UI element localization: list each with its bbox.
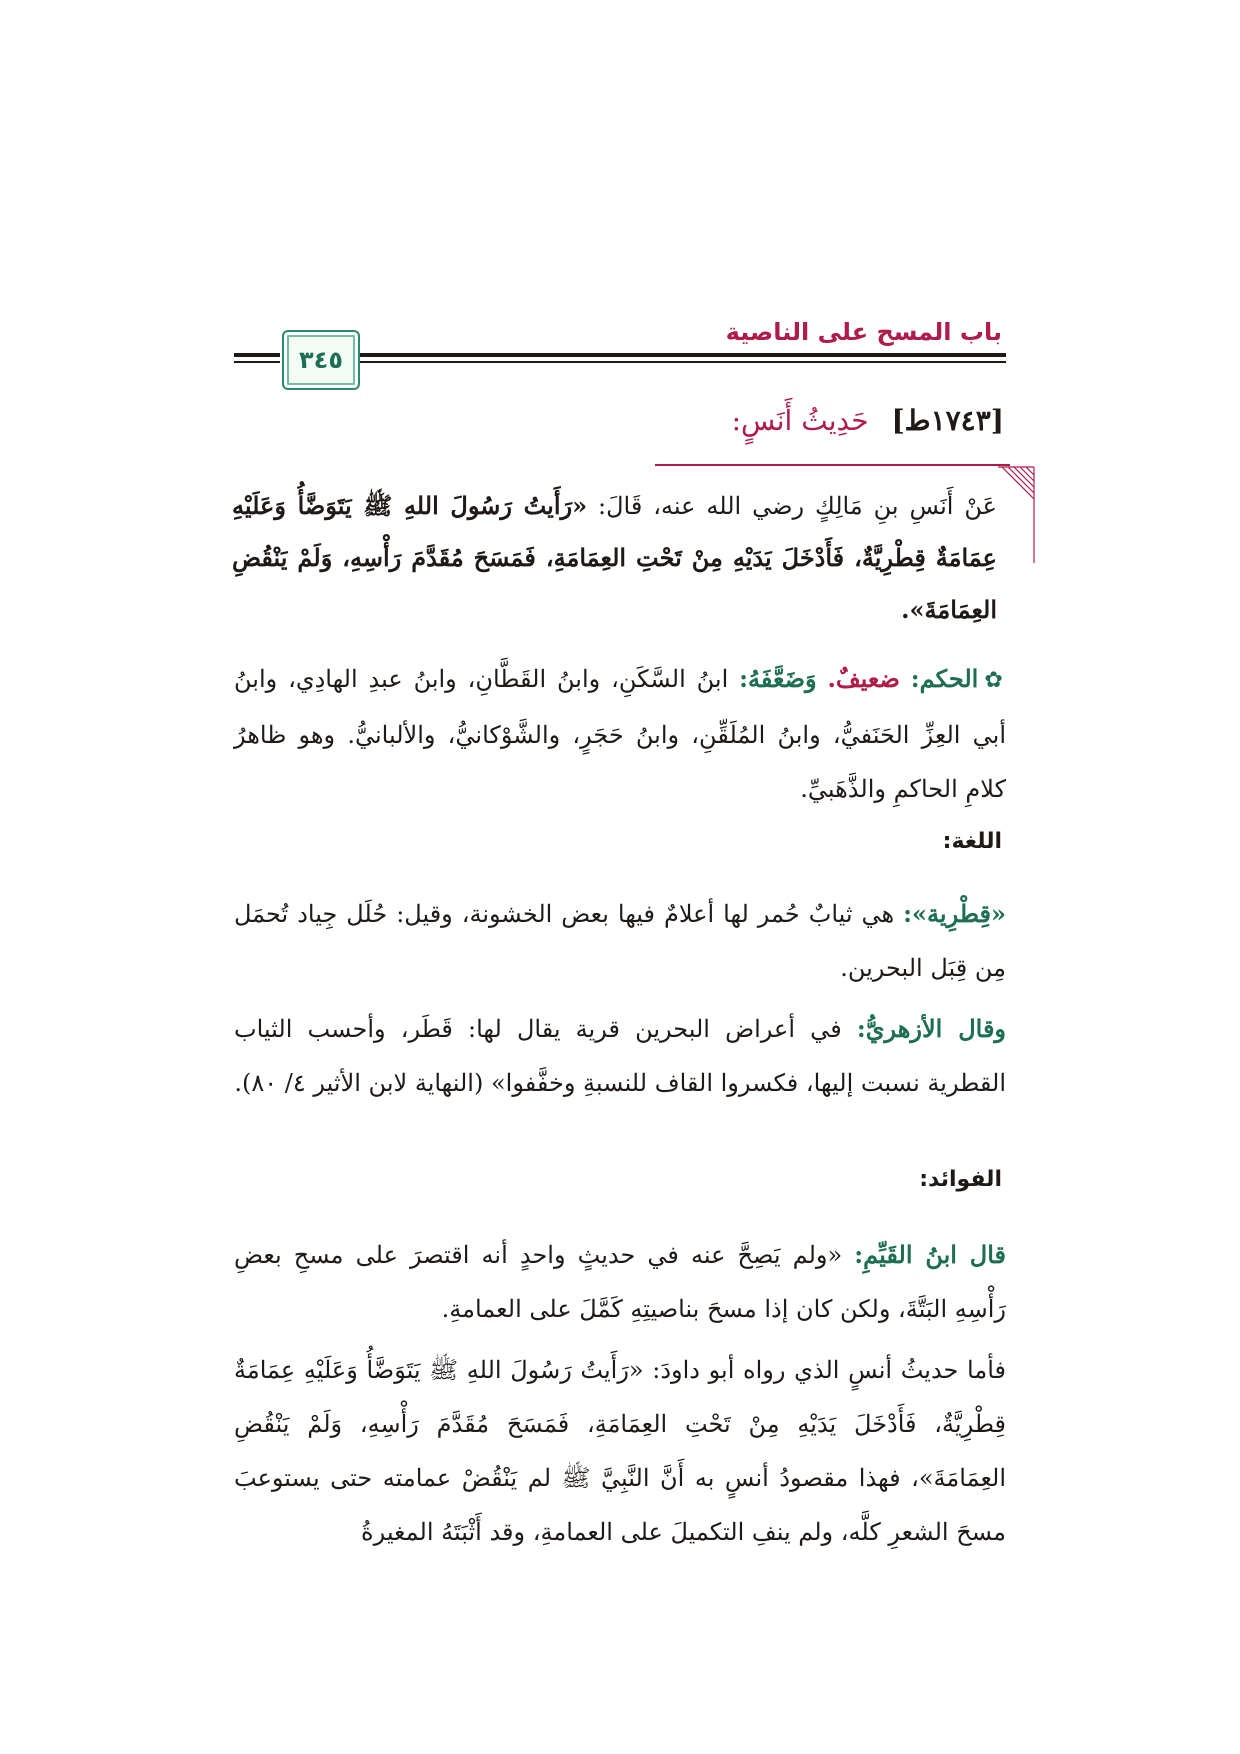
page-number-badge	[282, 330, 360, 390]
ruling-value: ضعيفٌ.	[827, 664, 900, 693]
weakened-label: وَضَعَّفَهُ:	[739, 664, 817, 693]
language-term-text: هي ثيابٌ حُمر لها أعلامٌ فيها بعض الخشونة، وقيل: حُلَل جِياد تُحمَل مِن قِبَل البحرين.	[234, 900, 1006, 982]
hadith-number: [١٧٤٣ط]	[891, 404, 1004, 437]
language-section-title: اللغة:	[942, 829, 1002, 854]
hadith-matn: «رَأَيتُ رَسُولَ اللهِ ﷺ يَتَوَضَّأُ وَعَلَيْهِ عِمَامَةٌ قِطْرِيَّةٌ، فَأَدْخَلَ يَدَيْهِ مِنْ تَحْتِ العِمَامَةِ، فَمَسَحَ مُقَدَّمَ رَأْسِهِ، وَلَمْ يَنْقُضِ العِمَامَةَ».	[232, 491, 997, 624]
hadith-heading	[732, 404, 1004, 437]
ruling-paragraph	[234, 652, 1006, 816]
hadith-intro: عَنْ أَنَسِ بنِ مَالِكٍ رضي الله عنه، قَالَ:	[598, 492, 997, 520]
header-rule-left	[234, 353, 280, 357]
hadith-title: حَدِيثُ أَنَسٍ:	[731, 404, 869, 437]
azhari-label: وقال الأزهريُّ:	[856, 1014, 1007, 1043]
abu-dawud-paragraph: فأما حديثُ أنسٍ الذي رواه أبو داودَ: «رَأَيتُ رَسُولَ اللهِ ﷺ يَتَوَضَّأُ وَعَلَيْهِ عِمَامَةٌ قِطْرِيَّةٌ، فَأَدْخَلَ يَدَيْهِ مِنْ تَحْتِ العِمَامَةِ، فَمَسَحَ مُقَدَّمَ رَأْسِهِ، وَلَمْ يَنْقُضِ العِمَامَةَ»، فهذا مقصودُ أنسٍ به أَنَّ النَّبِيَّ ﷺ لم يَنْقُضْ عمامته حتى يستوعبَ مسحَ الشعرِ كلَّه، ولم ينفِ التكميلَ على العمامةِ، وقد أَثْبَتَهُ المغيرةُ	[234, 1356, 1006, 1546]
heading-underline	[655, 464, 1010, 466]
header-rule-right-thin	[356, 361, 1006, 363]
ruling-label: الحكم:	[910, 664, 979, 693]
azhari-text: في أعراض البحرين قرية يقال لها: قَطَر، وأحسب الثياب القطرية نسبت إليها، فكسروا القاف للنسبةِ وخفَّفوا» (النهاية لابن الأثير ٤/ ٨٠).	[234, 1015, 1006, 1097]
hadith-text-block	[232, 480, 1013, 636]
benefits-section-title: الفوائد:	[919, 1167, 1002, 1192]
ibn-qayyim-paragraph	[234, 1228, 1006, 1336]
language-term: «قِطْرِية»:	[903, 899, 1006, 928]
ibn-qayyim-text: «ولم يَصِحَّ عنه في حديثٍ واحدٍ أنه اقتصرَ على مسحِ بعضِ رَأْسِهِ البَتَّةَ، ولكن كان إذا مسحَ بناصيتِهِ كَمَّلَ على العمامةِ.	[234, 1241, 1006, 1323]
azhari-paragraph	[234, 1002, 1006, 1110]
ibn-qayyim-label: قال ابنُ القَيِّمِ:	[854, 1240, 1006, 1269]
header-rule-right	[356, 353, 1006, 357]
language-term-paragraph	[234, 887, 1006, 995]
page-number: ٣٤٥	[299, 346, 343, 374]
header-rule-left-thin	[234, 361, 280, 363]
running-title: باب المسح على الناصية	[725, 318, 1002, 346]
ruling-text: ابنُ السَّكَنِ، وابنُ القَطَّانِ، وابنُ عبدِ الهادِي، وابنُ أبي العِزِّ الحَنَفيُّ، وابنُ المُلَقِّنِ، وابنُ حَجَرٍ، والشَّوْكانيُّ، والألبانيُّ. وهو ظاهرُ كلامِ الحاكمِ والذَّهَبيِّ.	[234, 665, 1006, 803]
flower-bullet-icon: ✿	[984, 668, 1007, 693]
